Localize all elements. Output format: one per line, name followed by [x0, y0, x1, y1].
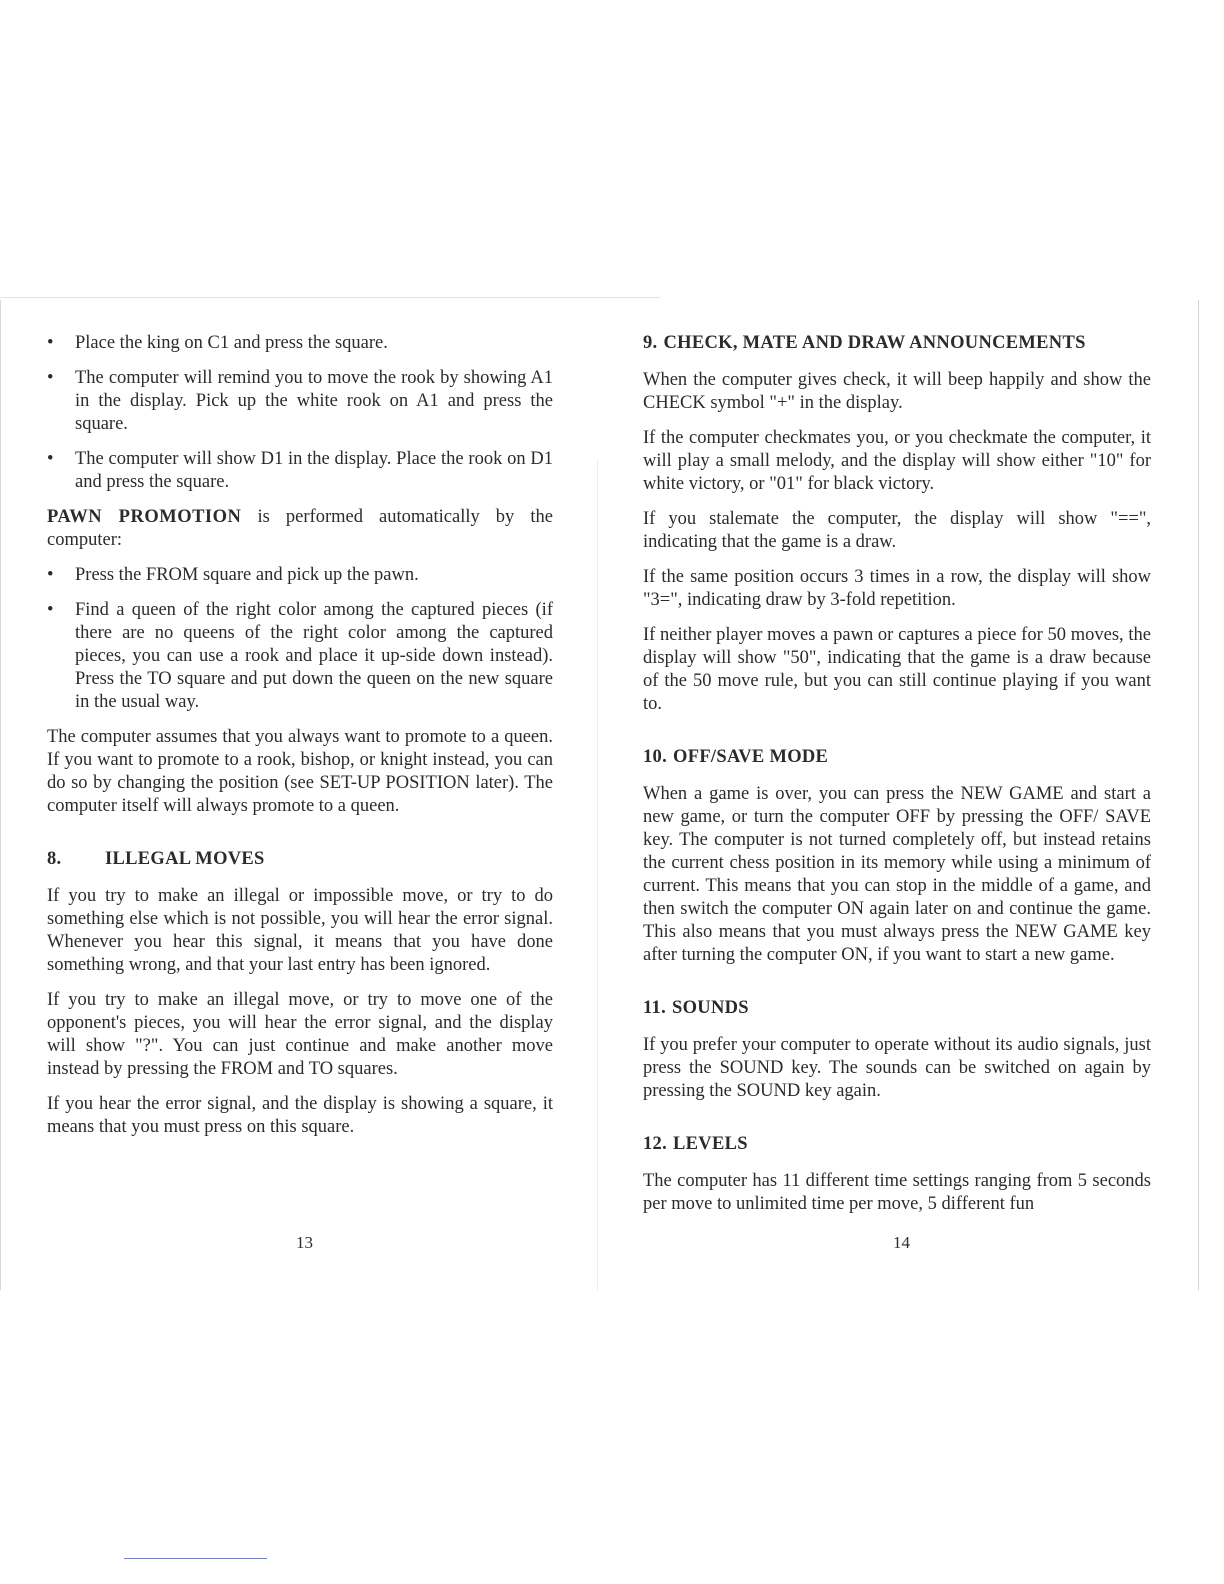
- section-heading-illegal-moves: [47, 848, 553, 871]
- list-item: • The computer will show D1 in the display. Place the rook on D1 and press the square.: [47, 448, 553, 494]
- paragraph: If you prefer your computer to operate without its audio signals, just press the SOUND key. The sounds can be switched on again by pressing the SOUND key again.: [643, 1035, 1151, 1101]
- section-heading-levels: [643, 1133, 1151, 1156]
- section-title: OFF/SAVE MODE: [673, 747, 829, 767]
- section-number: 8.: [47, 849, 62, 869]
- paragraph: If the same position occurs 3 times in a row, the display will show "3=", indicating draw by 3-fold repetition.: [643, 567, 1151, 610]
- page-gutter: [597, 460, 598, 1290]
- section-number: 11.: [643, 998, 667, 1018]
- bottom-rule: [124, 1558, 267, 1559]
- sheet-edge-left: [0, 300, 1, 1290]
- section-heading-announcements: [643, 332, 1151, 355]
- page-number-right: 14: [893, 1233, 910, 1252]
- section-heading-sounds: [643, 997, 1151, 1020]
- section-number: 10.: [643, 747, 668, 767]
- section-title: CHECK, MATE AND DRAW ANNOUNCEMENTS: [663, 333, 1086, 353]
- paragraph: If you hear the error signal, and the display is showing a square, it means that you must press on this square.: [47, 1094, 553, 1137]
- promotion-intro: [47, 506, 553, 552]
- left-page: [47, 332, 553, 1151]
- paragraph: If the computer checkmates you, or you checkmate the computer, it will play a small melody, and the display will show either "10" for white victory, or "01" for black victory.: [643, 428, 1151, 494]
- promotion-keyword: PAWN PROMOTION: [47, 507, 242, 527]
- right-page: [643, 332, 1151, 1228]
- section-title: LEVELS: [673, 1134, 748, 1154]
- promotion-note: The computer assumes that you always want to promote to a queen. If you want to promote to a rook, bishop, or knight instead, you can do so by changing the position (see SET-UP POSITION later). The computer itself will always promote to a queen.: [47, 727, 553, 816]
- section-number: 9.: [643, 333, 658, 353]
- sheet-edge-top: [0, 297, 660, 298]
- section-title: ILLEGAL MOVES: [105, 849, 265, 869]
- promotion-intro-text: is performed automatically by the computer:: [47, 507, 554, 550]
- page-number-left: 13: [296, 1233, 313, 1252]
- section-number: 12.: [643, 1134, 668, 1154]
- paragraph: If you try to make an illegal move, or try to move one of the opponent's pieces, you will hear the error signal, and the display will show "?". You can just continue and make another move instead by pressing the FROM and TO squares.: [47, 990, 553, 1079]
- sheet-edge-right: [1198, 300, 1199, 1290]
- paragraph: If you stalemate the computer, the display will show "==", indicating that the game is a draw.: [643, 509, 1151, 552]
- section-heading-off-save: [643, 746, 1151, 769]
- paragraph: If neither player moves a pawn or captures a piece for 50 moves, the display will show "50", indicating that the game is a draw because of the 50 move rule, but you can still continue playing if you want to.: [643, 625, 1151, 714]
- paragraph: If you try to make an illegal or impossible move, or try to do something else which is not possible, you will hear the error signal. Whenever you hear this signal, it means that you have done something wrong, and that your last entry has been ignored.: [47, 886, 553, 975]
- paragraph: The computer has 11 different time settings ranging from 5 seconds per move to unlimited time per move, 5 different fun: [643, 1171, 1151, 1214]
- king-rook-bullets: [47, 332, 553, 494]
- list-item: • The computer will remind you to move the rook by showing A1 in the display. Pick up the white rook on A1 and press the square.: [47, 367, 553, 436]
- list-item: • Find a queen of the right color among the captured pieces (if there are no queens of the right color among the captured pieces, you can use a rook and place it up-side down instead). Press the TO square and put down the queen on the new square in the usual way.: [47, 599, 553, 714]
- list-item: • Place the king on C1 and press the square.: [47, 332, 553, 355]
- paragraph: When the computer gives check, it will beep happily and show the CHECK symbol "+" in the display.: [643, 370, 1151, 413]
- section-title: SOUNDS: [672, 998, 749, 1018]
- promotion-bullets: [47, 564, 553, 714]
- paragraph: When a game is over, you can press the NEW GAME and start a new game, or turn the computer OFF by pressing the OFF/ SAVE key. The computer is not turned completely off, but instead retains the current chess position in its memory while using a minimum of current. This means that you can stop in the middle of a game, and then switch the computer ON again later on and continue the game. This also means that you must always press the NEW GAME key after turning the computer ON, if you want to start a new game.: [643, 784, 1151, 965]
- list-item: • Press the FROM square and pick up the pawn.: [47, 564, 553, 587]
